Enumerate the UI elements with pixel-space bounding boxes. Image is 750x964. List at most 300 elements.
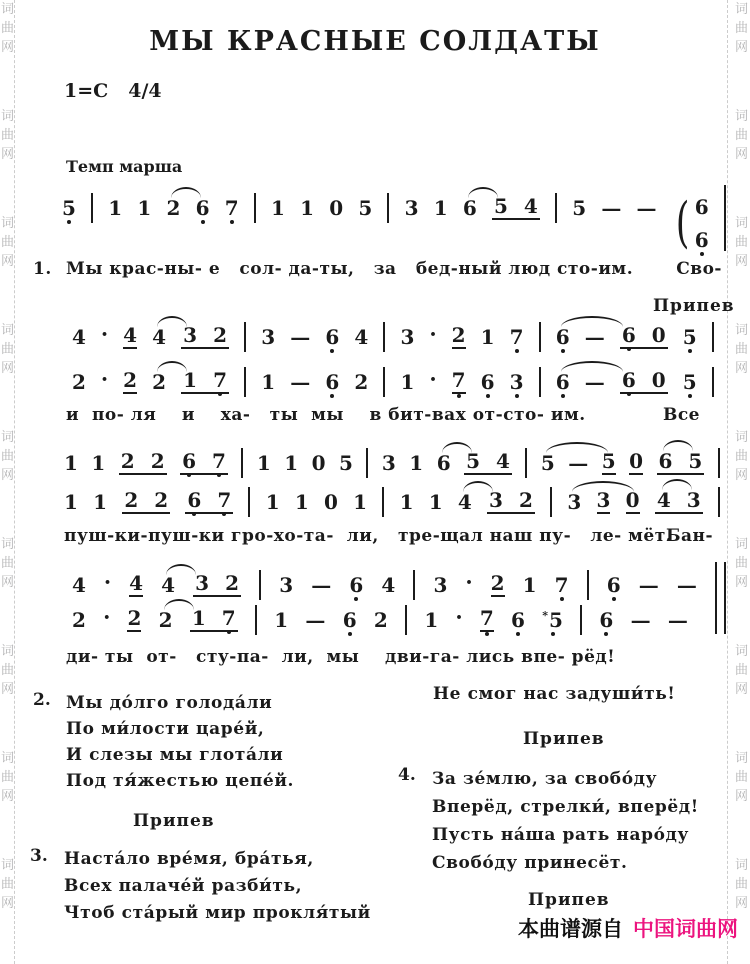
duration-dash: — [676, 573, 697, 597]
chorus-label: Припев [523, 729, 605, 749]
note: 0 [651, 368, 666, 392]
note: 1 [399, 490, 414, 514]
note: 6 [463, 198, 477, 218]
duration-dash: — [584, 370, 605, 394]
duration-dash: — [601, 196, 622, 220]
verse-line: Вперёд, стрелки́, вперёд! [432, 797, 699, 817]
time-signature: 4/4 [128, 80, 162, 102]
note: 1 [433, 196, 448, 220]
watermark-char: 曲 [734, 770, 748, 785]
beam-group [620, 325, 668, 349]
music-row [72, 314, 714, 360]
barline [580, 605, 582, 635]
barline [712, 322, 714, 352]
watermark-char: 曲 [0, 235, 14, 250]
octave-dot [551, 632, 555, 636]
octave-dot [330, 394, 334, 398]
note: 5 [683, 372, 697, 392]
note: 4 [72, 325, 86, 349]
watermark-char: 网 [0, 789, 14, 804]
verse-number: 2. [33, 690, 51, 710]
note: 1 [274, 608, 289, 632]
note: 1 [137, 196, 152, 220]
watermark-char: 曲 [0, 128, 14, 143]
barline [539, 367, 541, 397]
watermark-char: 网 [0, 575, 14, 590]
beam-group [122, 490, 170, 514]
verse-line: Свобо́ду принесёт. [432, 853, 628, 873]
verse-line: Всех палаче́й разби́ть, [64, 876, 303, 896]
verse-line: Под тя́жестью цепе́й. [66, 771, 295, 791]
beam-group [119, 451, 167, 475]
note: 6 [607, 575, 621, 595]
duration-dash: — [667, 608, 688, 632]
note: 6 [325, 327, 339, 347]
watermark-char: 词 [734, 644, 748, 659]
note: 5 [466, 449, 480, 473]
watermark-char: 曲 [734, 663, 748, 678]
note: 1 [522, 573, 537, 597]
watermark-char: 网 [0, 361, 14, 376]
dot-separator: • [101, 372, 109, 386]
octave-dot [217, 473, 221, 477]
note: 5 [62, 198, 76, 218]
beam-group [487, 490, 535, 514]
note: 0 [324, 490, 338, 514]
watermark-char: 网 [0, 254, 14, 269]
note: 4 [657, 490, 671, 510]
note: 7 [480, 608, 494, 632]
verse-block [66, 690, 294, 794]
note: 0 [329, 196, 344, 220]
note: 6 [511, 610, 525, 630]
duration-dash: — [630, 608, 651, 632]
barline [366, 448, 368, 478]
music-row [64, 479, 720, 525]
note: 5 [601, 449, 616, 473]
verse-line: И слезы мы глота́ли [66, 745, 284, 765]
duration-dash: — [305, 608, 326, 632]
note: 3 [686, 488, 701, 512]
note: 0 [625, 488, 640, 512]
duration-dash: — [290, 325, 311, 349]
lyric-line [0, 644, 750, 669]
chorus-label: Припев [528, 890, 610, 910]
note: 4 [123, 323, 138, 347]
barline [550, 487, 552, 517]
note: 2 [490, 571, 505, 595]
note: 2 [225, 571, 240, 595]
barline [387, 193, 389, 223]
note: 1 [424, 608, 439, 632]
note: 5 [493, 194, 508, 218]
octave-dot [688, 394, 692, 398]
note: 6 [599, 610, 613, 630]
watermark-char: 曲 [734, 128, 748, 143]
note: 5 [339, 451, 353, 475]
verse-line: Чтоб ста́рый мир прокля́тый [64, 903, 371, 923]
note: 7 [225, 198, 239, 218]
slur-icon [166, 564, 196, 575]
octave-dot [688, 349, 692, 353]
note: 0 [311, 451, 326, 475]
note: 4 [458, 492, 472, 512]
watermark-char: 词 [0, 751, 14, 766]
note: 6 [556, 327, 570, 347]
note: 1 [183, 368, 198, 392]
dot-separator: • [429, 372, 437, 386]
beam-group [193, 573, 241, 597]
left-watermark-column [0, 0, 15, 964]
note: 6 [622, 370, 636, 390]
note: 1 [93, 490, 108, 514]
watermark-char: 词 [0, 537, 14, 552]
duration-dash: — [568, 451, 589, 475]
octave-dot [227, 630, 231, 634]
watermark-char: 词 [734, 323, 748, 338]
octave-dot [561, 394, 565, 398]
note: 2 [373, 608, 388, 632]
chorus-label: Припев [653, 296, 735, 316]
octave-dot [700, 252, 704, 256]
note: 6 [349, 575, 363, 595]
note: 7 [213, 370, 227, 390]
note: 3 [400, 325, 415, 349]
note: 2 [167, 198, 181, 218]
note: 2 [124, 488, 139, 512]
dot-separator: • [429, 327, 437, 341]
octave-dot [604, 632, 608, 636]
chorus-label: Припев [133, 811, 215, 831]
octave-dot [330, 349, 334, 353]
note: 6 [325, 372, 339, 392]
beam-group [657, 451, 705, 475]
note: 5 [688, 449, 703, 473]
octave-dot [218, 392, 222, 396]
barline [712, 367, 714, 397]
verse-line: По ми́лости царе́й, [66, 719, 265, 739]
note: 3 [567, 492, 581, 512]
note: 2 [120, 449, 135, 473]
bracket-icon: ( [675, 191, 690, 254]
note: 3 [183, 323, 198, 347]
note: 5 [358, 196, 373, 220]
lyric-tail-syllable: Все [662, 405, 700, 425]
barline [248, 487, 250, 517]
note: 3 [195, 571, 210, 595]
octave-dot [192, 512, 196, 516]
watermark-char: 网 [734, 896, 748, 911]
note: 2 [154, 488, 169, 512]
note: 4 [354, 325, 369, 349]
dot-separator: • [465, 575, 473, 589]
watermark-char: 网 [734, 254, 748, 269]
lyric-line [0, 259, 750, 281]
note: 4 [129, 571, 144, 595]
key-signature [64, 80, 162, 102]
note: 2 [72, 608, 86, 632]
barline [383, 367, 385, 397]
octave-dot [201, 220, 205, 224]
music-row [72, 597, 688, 643]
watermark-char: 网 [734, 682, 748, 697]
dot-separator: • [103, 610, 111, 624]
duration-dash: — [290, 370, 311, 394]
lyric-text: пуш-ки-пуш-ки гро-хо-та- ли, тре-щал наш пу- ле- мёт. [64, 526, 673, 546]
beam-group [655, 490, 703, 514]
watermark-char: 网 [734, 147, 748, 162]
note: 2 [152, 372, 166, 392]
note: 4 [523, 194, 538, 218]
note: 1 [409, 451, 424, 475]
dot-separator: • [101, 327, 109, 341]
note: 5 [683, 327, 697, 347]
note: 1 [261, 370, 276, 394]
note: 6 [695, 230, 709, 250]
duration-dash: — [638, 573, 659, 597]
note: *5 [542, 610, 563, 630]
verse-number: 1. [33, 259, 52, 279]
note: 4 [496, 449, 510, 473]
verse-block [432, 765, 699, 877]
watermark-char: 曲 [0, 770, 14, 785]
barline [413, 570, 415, 600]
note: 0 [629, 449, 644, 473]
verse-number: 3. [30, 846, 48, 866]
note: 6 [481, 372, 495, 392]
watermark-char: 曲 [0, 877, 14, 892]
octave-dot [230, 220, 234, 224]
barline [715, 562, 726, 634]
note: 6 [196, 198, 210, 218]
note: 6 [622, 325, 636, 345]
note: 1 [108, 196, 123, 220]
note: 6 [659, 451, 673, 471]
beam-group [492, 196, 540, 220]
barline [259, 570, 261, 600]
watermark-char: 曲 [734, 556, 748, 571]
watermark-char: 曲 [0, 21, 14, 36]
watermark-char: 网 [0, 468, 14, 483]
barline [718, 487, 720, 517]
note: 6 [437, 453, 451, 473]
watermark-char: 曲 [734, 21, 748, 36]
note: 3 [381, 451, 396, 475]
note: 3 [596, 488, 611, 512]
watermark-char: 词 [734, 858, 748, 873]
note: 1 [400, 370, 415, 394]
watermark-char: 网 [734, 789, 748, 804]
note: 6 [343, 610, 357, 630]
watermark-char: 词 [0, 2, 14, 17]
octave-dot [348, 632, 352, 636]
note: 2 [518, 488, 533, 512]
watermark-char: 网 [734, 361, 748, 376]
note: 6 [694, 195, 709, 219]
watermark-char: 词 [734, 537, 748, 552]
barline [255, 605, 257, 635]
barline [525, 448, 527, 478]
note: 2 [72, 370, 86, 394]
octave-dot [627, 392, 631, 396]
lyric-text: ди- ты от- сту-па- ли, мы дви-га- лись впе- рёд! [66, 647, 616, 667]
note: 1 [256, 451, 271, 475]
barline [241, 448, 243, 478]
note: 6 [187, 490, 201, 510]
octave-dot [627, 347, 631, 351]
note: 1 [300, 196, 315, 220]
song-title: МЫ КРАСНЫЕ СОЛДАТЫ [149, 26, 601, 57]
note: 2 [159, 610, 173, 630]
note: 2 [213, 323, 228, 347]
octave-dot [486, 394, 490, 398]
right-margin-dashed-line [727, 0, 728, 964]
lyric-tail-syllable: Бан- [665, 526, 713, 546]
ending-note-stack [672, 191, 709, 254]
watermark-char: 词 [734, 751, 748, 766]
barline [244, 367, 246, 397]
watermark-char: 词 [0, 109, 14, 124]
note: 3 [433, 573, 448, 597]
duration-dash: — [311, 573, 332, 597]
beam-group [464, 451, 512, 475]
verse-block [64, 846, 371, 927]
watermark-char: 曲 [734, 235, 748, 250]
barline [383, 322, 385, 352]
note: 2 [127, 606, 142, 630]
note: 1 [428, 490, 443, 514]
watermark-char: 网 [734, 575, 748, 590]
dot-separator: • [455, 610, 463, 624]
footer-source-text: 本曲谱源自 [518, 917, 623, 941]
lyric-tail-syllable: Сво- [676, 259, 722, 279]
note: 2 [123, 368, 138, 392]
watermark-char: 词 [0, 430, 14, 445]
note: 7 [217, 490, 231, 510]
note: 3 [404, 196, 419, 220]
barline [244, 322, 246, 352]
verse-line: За зе́млю, за свобо́ду [432, 769, 658, 789]
barline [718, 448, 720, 478]
note: 7 [452, 370, 466, 394]
watermark-char: 词 [734, 109, 748, 124]
note: 3 [279, 573, 294, 597]
duration-dash: — [584, 325, 605, 349]
lyric-text: Мы крас-ны- е сол- да-ты, за бед-ный люд сто-им. [66, 259, 634, 279]
music-row [62, 185, 726, 254]
note: 5 [572, 196, 587, 220]
note: 2 [150, 449, 165, 473]
watermark-char: 曲 [0, 556, 14, 571]
key-value: 1=C [64, 80, 109, 102]
octave-dot [457, 394, 461, 398]
note: 2 [354, 370, 369, 394]
note: 1 [265, 490, 280, 514]
beam-group [620, 370, 668, 394]
watermark-char: 曲 [0, 449, 14, 464]
accidental: * [542, 609, 548, 623]
note: 3 [261, 325, 276, 349]
duration-dash: — [636, 196, 657, 220]
barline [555, 193, 557, 223]
note: 1 [64, 451, 78, 475]
lyric-line [0, 405, 750, 427]
watermark-char: 词 [0, 323, 14, 338]
watermark-char: 词 [0, 858, 14, 873]
octave-dot [485, 632, 489, 636]
octave-dot [516, 632, 520, 636]
barline [587, 570, 589, 600]
watermark-char: 词 [0, 216, 14, 231]
note: 6 [182, 451, 196, 471]
watermark-char: 曲 [0, 663, 14, 678]
note: 4 [161, 575, 175, 595]
watermark-char: 网 [0, 896, 14, 911]
barline [405, 605, 407, 635]
octave-dot [67, 220, 71, 224]
watermark-char: 词 [734, 2, 748, 17]
watermark-char: 词 [734, 216, 748, 231]
note: 1 [480, 325, 495, 349]
watermark-char: 网 [0, 147, 14, 162]
verse-number: 4. [398, 765, 416, 785]
barline [91, 193, 93, 223]
watermark-char: 词 [0, 644, 14, 659]
octave-dot [515, 394, 519, 398]
octave-dot [222, 512, 226, 516]
right-watermark-column [734, 0, 749, 964]
footer-site-name: 中国词曲网 [633, 917, 738, 941]
octave-dot [515, 349, 519, 353]
beam-group [185, 490, 233, 514]
lyric-text: и по- ля и ха- ты мы в бит-вах от-сто- им. [66, 405, 586, 425]
barline [382, 487, 384, 517]
barline [724, 185, 726, 251]
note: 1 [271, 196, 285, 220]
barline [254, 193, 256, 223]
dot-separator: • [104, 575, 112, 589]
watermark-char: 曲 [734, 342, 748, 357]
watermark-char: 词 [734, 430, 748, 445]
note: 2 [451, 323, 466, 347]
octave-dot [561, 349, 565, 353]
beam-group [181, 325, 229, 349]
verse-line: Не смог нас задуши́ть! [433, 684, 676, 704]
watermark-char: 网 [734, 468, 748, 483]
watermark-char: 网 [0, 40, 14, 55]
verse-line: Наста́ло вре́мя, бра́тья, [64, 849, 314, 869]
note: 7 [510, 327, 524, 347]
note: 4 [381, 573, 396, 597]
watermark-char: 网 [0, 682, 14, 697]
note: 1 [64, 490, 78, 514]
watermark-char: 网 [734, 40, 748, 55]
octave-dot [187, 473, 191, 477]
note: 3 [510, 372, 524, 392]
note: 1 [353, 490, 368, 514]
note: 5 [541, 453, 555, 473]
watermark-char: 曲 [0, 342, 14, 357]
note: 3 [489, 488, 503, 512]
note: 4 [152, 327, 166, 347]
music-row [72, 359, 714, 405]
note: 1 [91, 451, 106, 475]
stacked-notes [695, 197, 709, 250]
note: 4 [72, 573, 86, 597]
tempo-marking: Темп марша [66, 157, 183, 176]
note: 6 [556, 372, 570, 392]
verse-line: Мы до́лго голода́ли [66, 693, 273, 713]
